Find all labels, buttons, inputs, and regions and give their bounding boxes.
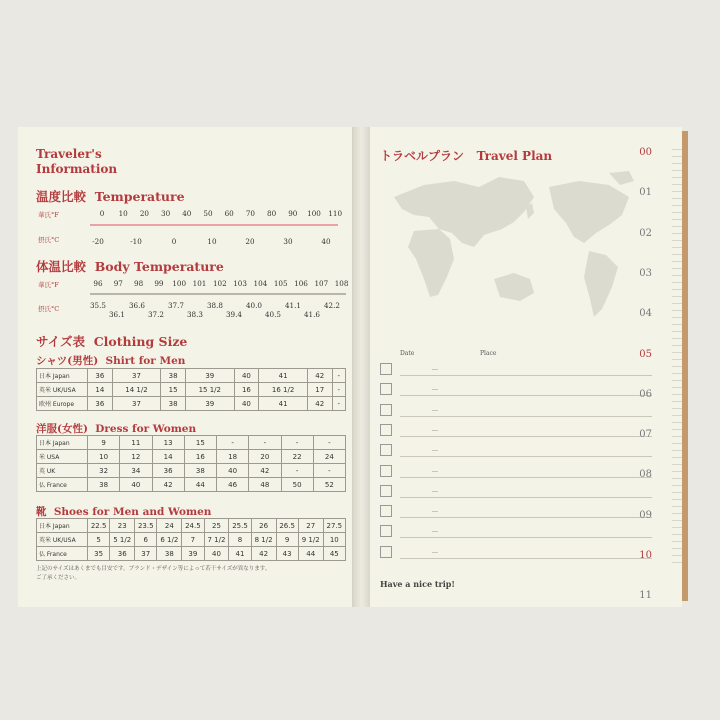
plan-checkbox[interactable] — [380, 465, 392, 477]
size-value: 16 1/2 — [259, 383, 308, 397]
body-celsius-value: 41.6 — [303, 310, 320, 319]
fahrenheit-value: 0 — [99, 209, 105, 218]
size-value: 14 — [152, 450, 184, 464]
body-celsius-value: 38.8 — [206, 301, 223, 310]
fahrenheit-value: 10 — [118, 209, 128, 218]
size-value: 16 — [234, 383, 259, 397]
size-value: 11 — [120, 436, 152, 450]
size-value: - — [313, 464, 345, 478]
body-celsius-value: 40.5 — [264, 310, 281, 319]
size-row — [37, 533, 346, 547]
clothing-heading-jp: サイズ表 — [36, 334, 86, 349]
body-fahrenheit-label: 華氏°F — [38, 281, 59, 289]
fahrenheit-value: 70 — [245, 209, 255, 218]
fahrenheit-value: 110 — [328, 209, 343, 218]
plan-checkbox[interactable] — [380, 383, 392, 395]
date-separator — [432, 369, 438, 370]
celsius-value: -20 — [92, 237, 104, 246]
size-value: 40 — [204, 547, 229, 561]
plan-entry-line[interactable] — [400, 436, 652, 437]
date-separator — [432, 450, 438, 451]
size-value: 12 — [120, 450, 152, 464]
size-value: 40 — [234, 369, 259, 383]
size-value: 34 — [120, 464, 152, 478]
size-value: 40 — [217, 464, 249, 478]
size-value: - — [332, 383, 345, 397]
size-value: 36 — [152, 464, 184, 478]
plan-checkbox[interactable] — [380, 444, 392, 456]
size-value: 41 — [259, 369, 308, 383]
plan-entry-line[interactable] — [400, 375, 652, 376]
body-fahrenheit-value: 99 — [154, 279, 164, 288]
size-value: 10 — [323, 533, 345, 547]
date-separator — [432, 552, 438, 553]
size-value: 13 — [152, 436, 184, 450]
body-celsius-value: 40.0 — [245, 301, 262, 310]
body-temperature-heading — [36, 257, 224, 275]
celsius-label: 摂氏°C — [38, 236, 60, 244]
hour-label: 05 — [639, 348, 652, 360]
hour-label: 04 — [639, 308, 652, 320]
size-row — [37, 383, 346, 397]
size-value: 38 — [184, 464, 216, 478]
body-fahrenheit-value: 105 — [273, 279, 288, 288]
page-title-line1: Traveler's — [36, 147, 102, 161]
size-disclaimer — [36, 565, 336, 583]
size-value: 41 — [259, 397, 308, 411]
size-value: - — [332, 369, 345, 383]
size-value: 36 — [88, 397, 113, 411]
date-separator — [432, 389, 438, 390]
celsius-value: 20 — [245, 237, 255, 246]
body-celsius-label: 摂氏°C — [38, 305, 60, 313]
travelers-information-page — [18, 127, 353, 607]
body-celsius-value: 39.4 — [225, 310, 242, 319]
size-value: 40 — [234, 397, 259, 411]
hour-label: 06 — [639, 388, 652, 400]
shirt-heading — [36, 353, 185, 368]
size-value: 37 — [135, 547, 157, 561]
size-value: 27 — [298, 519, 323, 533]
size-row — [37, 464, 346, 478]
travel-plan-title-jp: トラベルプラン — [380, 149, 465, 163]
size-value: - — [281, 436, 313, 450]
hour-label: 11 — [639, 590, 652, 602]
size-value: 24 — [157, 519, 182, 533]
size-value: 38 — [161, 397, 186, 411]
size-value: 42 — [307, 397, 332, 411]
body-fahrenheit-value: 100 — [172, 279, 187, 288]
date-separator — [432, 410, 438, 411]
size-value: 26.5 — [276, 519, 298, 533]
size-value: 22.5 — [88, 519, 110, 533]
body-fahrenheit-value: 108 — [334, 279, 349, 288]
size-value: 27.5 — [323, 519, 345, 533]
size-value: 8 1/2 — [251, 533, 276, 547]
body-celsius-value: 38.3 — [186, 310, 203, 319]
hour-label: 01 — [639, 187, 652, 199]
date-separator — [432, 491, 438, 492]
notebook-gutter — [353, 127, 370, 607]
hour-label: 00 — [639, 147, 652, 158]
page-title-line2: Information — [36, 162, 118, 176]
size-value: 17 — [307, 383, 332, 397]
fahrenheit-value: 100 — [307, 209, 321, 218]
size-value: 26 — [251, 519, 276, 533]
shirt-heading-en: Shirt for Men — [105, 355, 186, 367]
date-separator — [432, 511, 438, 512]
shoe-size-table — [36, 518, 346, 561]
size-value: 44 — [184, 478, 216, 492]
size-value: 15 — [161, 383, 186, 397]
body-fahrenheit-value: 98 — [134, 279, 144, 288]
plan-checkbox[interactable] — [380, 505, 392, 517]
size-region: 米 USA — [37, 450, 88, 464]
size-region: 英米 UK/USA — [37, 383, 88, 397]
travel-plan-title — [380, 147, 552, 164]
temperature-heading — [36, 187, 185, 205]
size-region: 欧州 Europe — [37, 397, 88, 411]
page-edge — [682, 131, 688, 601]
fahrenheit-value: 20 — [139, 209, 149, 218]
place-column-label: Place — [480, 350, 497, 357]
fahrenheit-value: 90 — [288, 209, 298, 218]
size-value: 42 — [249, 464, 281, 478]
size-region: 英 UK — [37, 464, 88, 478]
size-value: 23 — [110, 519, 135, 533]
plan-entry-line[interactable] — [400, 477, 652, 478]
body-temperature-scale-bar — [90, 293, 346, 295]
body-celsius-value: 37.2 — [147, 310, 164, 319]
size-value: 14 — [88, 383, 113, 397]
size-row — [37, 478, 346, 492]
world-map — [384, 167, 640, 342]
size-value: - — [249, 436, 281, 450]
size-value: 6 1/2 — [157, 533, 182, 547]
size-value: 37 — [112, 369, 161, 383]
size-row — [37, 450, 346, 464]
celsius-value: 0 — [171, 237, 177, 246]
date-separator — [432, 531, 438, 532]
size-value: 40 — [120, 478, 152, 492]
body-celsius-value: 37.7 — [167, 301, 184, 310]
body-celsius-value: 36.1 — [108, 310, 125, 319]
size-region: 仏 France — [37, 547, 88, 561]
plan-checkbox[interactable] — [380, 363, 392, 375]
size-value: 52 — [313, 478, 345, 492]
hour-label: 02 — [639, 227, 652, 239]
size-value: 24 — [313, 450, 345, 464]
size-value: 39 — [185, 397, 234, 411]
body-fahrenheit-value: 102 — [212, 279, 227, 288]
celsius-value: 30 — [283, 237, 293, 246]
plan-checkbox[interactable] — [380, 485, 392, 497]
dress-heading-en: Dress for Women — [95, 423, 197, 435]
size-value: 25 — [204, 519, 229, 533]
size-value: 35 — [88, 547, 110, 561]
body-fahrenheit-value: 103 — [233, 279, 247, 288]
size-value: 37 — [112, 397, 161, 411]
ruler-ticks — [672, 149, 682, 569]
size-value: - — [313, 436, 345, 450]
size-region: 仏 France — [37, 478, 88, 492]
size-value: 8 — [229, 533, 251, 547]
temperature-heading-jp: 温度比較 — [36, 189, 87, 204]
body-fahrenheit-value: 97 — [113, 279, 123, 288]
size-value: 45 — [323, 547, 345, 561]
body-fahrenheit-value: 107 — [314, 279, 329, 288]
size-value: 25.5 — [229, 519, 251, 533]
size-value: 32 — [88, 464, 120, 478]
hour-label: 09 — [639, 509, 652, 521]
size-value: - — [281, 464, 313, 478]
plan-checkbox[interactable] — [380, 424, 392, 436]
fahrenheit-value: 50 — [203, 209, 213, 218]
size-row — [37, 436, 346, 450]
clothing-heading-en: Clothing Size — [93, 334, 188, 349]
size-value: 24.5 — [182, 519, 204, 533]
size-value: 23.5 — [135, 519, 157, 533]
shoes-heading-en: Shoes for Men and Women — [53, 506, 212, 518]
size-value: 7 — [182, 533, 204, 547]
body-fahrenheit-value: 106 — [294, 279, 308, 288]
nice-trip-footer: Have a nice trip! — [380, 579, 455, 589]
size-value: - — [217, 436, 249, 450]
size-value: 38 — [161, 369, 186, 383]
size-value: 16 — [184, 450, 216, 464]
plan-entry-line[interactable] — [400, 517, 652, 518]
disclaimer-line2: ご了承ください。 — [36, 575, 81, 581]
size-row — [37, 369, 346, 383]
size-value: 48 — [249, 478, 281, 492]
fahrenheit-value: 40 — [182, 209, 192, 218]
body-fahrenheit-value: 104 — [253, 279, 268, 288]
celsius-value: -10 — [130, 237, 142, 246]
plan-entry-line[interactable] — [400, 456, 652, 457]
date-separator — [432, 471, 438, 472]
body-celsius-value: 35.5 — [89, 301, 106, 310]
size-value: 22 — [281, 450, 313, 464]
size-value: - — [332, 397, 345, 411]
size-region: 日本 Japan — [37, 369, 88, 383]
size-value: 50 — [281, 478, 313, 492]
celsius-value: 40 — [321, 237, 331, 246]
fahrenheit-value: 30 — [161, 209, 171, 218]
shirt-size-table — [36, 368, 346, 411]
hour-label: 08 — [639, 469, 652, 481]
fahrenheit-label: 華氏°F — [38, 211, 59, 219]
temperature-scale-bar — [90, 224, 338, 226]
date-separator — [432, 430, 438, 431]
body-celsius-value: 36.6 — [128, 301, 145, 310]
disclaimer-line1: 上記のサイズはあくまでも目安です。ブランド・デザイン等によって若干サイズが異なります。 — [36, 566, 271, 572]
size-value: 6 — [135, 533, 157, 547]
plan-entry-line[interactable] — [400, 558, 652, 559]
size-value: 38 — [157, 547, 182, 561]
travel-plan-page — [370, 127, 682, 607]
size-value: 42 — [152, 478, 184, 492]
size-value: 44 — [298, 547, 323, 561]
dress-heading-jp: 洋服(女性) — [36, 423, 88, 435]
size-row — [37, 397, 346, 411]
size-value: 42 — [251, 547, 276, 561]
clothing-size-heading — [36, 332, 187, 350]
dress-size-table — [36, 435, 346, 492]
plan-entry-line[interactable] — [400, 416, 652, 417]
size-value: 20 — [249, 450, 281, 464]
size-value: 36 — [110, 547, 135, 561]
plan-entry-line[interactable] — [400, 395, 652, 396]
hour-label: 03 — [639, 267, 652, 279]
shoes-heading — [36, 504, 211, 519]
plan-checkbox[interactable] — [380, 404, 392, 416]
fahrenheit-value: 60 — [224, 209, 234, 218]
plan-entry-line[interactable] — [400, 537, 652, 538]
size-value: 39 — [185, 369, 234, 383]
body-celsius-value: 42.2 — [323, 301, 340, 310]
size-region: 日本 Japan — [37, 519, 88, 533]
size-value: 36 — [88, 369, 113, 383]
size-value: 10 — [88, 450, 120, 464]
plan-checkbox[interactable] — [380, 546, 392, 558]
size-value: 42 — [307, 369, 332, 383]
size-value: 15 1/2 — [185, 383, 234, 397]
shirt-heading-jp: シャツ(男性) — [36, 355, 99, 367]
date-column-label: Date — [400, 350, 415, 357]
size-value: 41 — [229, 547, 251, 561]
body-fahrenheit-value: 101 — [192, 279, 207, 288]
size-value: 14 1/2 — [112, 383, 161, 397]
body-celsius-value: 41.1 — [284, 301, 301, 310]
size-value: 5 — [88, 533, 110, 547]
dress-heading — [36, 421, 196, 436]
travel-plan-title-en: Travel Plan — [476, 149, 553, 163]
size-value: 9 — [88, 436, 120, 450]
body-fahrenheit-value: 96 — [93, 279, 103, 288]
size-row — [37, 547, 346, 561]
size-value: 9 1/2 — [298, 533, 323, 547]
celsius-value: 10 — [207, 237, 217, 246]
plan-entry-line[interactable] — [400, 497, 652, 498]
temperature-heading-en: Temperature — [94, 189, 185, 204]
size-value: 7 1/2 — [204, 533, 229, 547]
hour-label: 07 — [639, 429, 652, 441]
body-temperature-heading-jp: 体温比較 — [36, 259, 87, 274]
size-value: 43 — [276, 547, 298, 561]
size-region: 日本 Japan — [37, 436, 88, 450]
size-value: 38 — [88, 478, 120, 492]
body-temperature-heading-en: Body Temperature — [94, 259, 224, 274]
size-value: 5 1/2 — [110, 533, 135, 547]
hour-label: 10 — [639, 550, 652, 561]
size-region: 英米 UK/USA — [37, 533, 88, 547]
shoes-heading-jp: 靴 — [36, 506, 47, 518]
fahrenheit-value: 80 — [267, 209, 277, 218]
size-row — [37, 519, 346, 533]
size-value: 9 — [276, 533, 298, 547]
size-value: 15 — [184, 436, 216, 450]
size-value: 46 — [217, 478, 249, 492]
plan-checkbox[interactable] — [380, 525, 392, 537]
size-value: 18 — [217, 450, 249, 464]
size-value: 39 — [182, 547, 204, 561]
